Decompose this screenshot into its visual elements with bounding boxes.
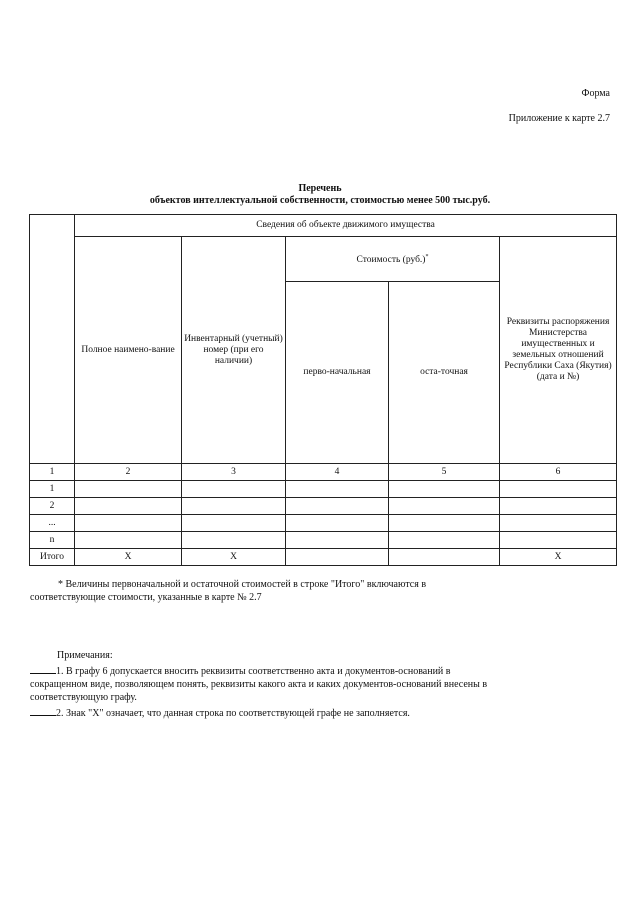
table-cell xyxy=(500,532,617,549)
blank-line xyxy=(30,706,56,716)
table-cell xyxy=(286,481,389,498)
numbering-cell: 2 xyxy=(75,464,182,481)
table-cell xyxy=(389,481,500,498)
note-1-text: 1. В графу 6 допускается вносить реквизиты соответственно акта и документов-оснований в сокращенном виде, позволяющем понять, реквизиты какого акта и каких документов-оснований внесены в соответствующую графу. xyxy=(30,666,488,703)
table-cell: Х xyxy=(500,549,617,566)
column-numbering-row xyxy=(30,464,617,481)
table-cell: ... xyxy=(30,515,75,532)
table-row xyxy=(30,481,617,498)
table-cell xyxy=(75,515,182,532)
table-cell xyxy=(389,532,500,549)
footnote-line-1: * Величины первоначальной и остаточной стоимостей в строке "Итого" включаются в xyxy=(58,579,427,590)
table-cell xyxy=(182,515,286,532)
table-cell xyxy=(389,515,500,532)
table-cell xyxy=(182,498,286,515)
table-cell xyxy=(286,515,389,532)
table-cell: Итого xyxy=(30,549,75,566)
table-cell xyxy=(75,481,182,498)
table-row xyxy=(30,532,617,549)
table-row xyxy=(30,515,617,532)
table-cell xyxy=(75,498,182,515)
numbering-cell: 3 xyxy=(182,464,286,481)
note-2 xyxy=(30,706,500,720)
table-cell xyxy=(182,532,286,549)
blank-line xyxy=(30,664,56,674)
row-number-header xyxy=(30,215,75,464)
notes-title: Примечания: xyxy=(57,650,113,661)
table-cell xyxy=(389,549,500,566)
numbering-cell: 4 xyxy=(286,464,389,481)
table-cell: Х xyxy=(182,549,286,566)
appendix-label: Приложение к карте 2.7 xyxy=(508,113,610,124)
requisites-header: Реквизиты распоряжения Министерства имущественных и земельных отношений Республики Саха (Якутия) (дата и №) xyxy=(500,237,617,464)
form-label: Форма xyxy=(581,88,610,99)
table-cell: Х xyxy=(75,549,182,566)
residual-cost-header: оста-точная xyxy=(389,282,500,464)
document-title xyxy=(0,183,640,207)
table-cell xyxy=(286,532,389,549)
property-table xyxy=(29,214,617,566)
group-header: Сведения об объекте движимого имущества xyxy=(75,215,617,237)
total-row xyxy=(30,549,617,566)
table-cell xyxy=(75,532,182,549)
note-1 xyxy=(30,664,500,704)
footnote xyxy=(30,578,500,604)
table-row xyxy=(30,498,617,515)
table-cell xyxy=(286,498,389,515)
cost-group-label: Стоимость (руб.) xyxy=(356,255,426,266)
title-line-1: Перечень xyxy=(298,183,342,194)
title-line-2: объектов интеллектуальной собственности, стоимостью менее 500 тыс.руб. xyxy=(149,195,491,206)
table-cell xyxy=(182,481,286,498)
table-cell xyxy=(286,549,389,566)
inventory-number-header: Инвентарный (учетный) номер (при его наличии) xyxy=(182,237,286,464)
numbering-cell: 6 xyxy=(500,464,617,481)
table-cell xyxy=(389,498,500,515)
numbering-cell: 1 xyxy=(30,464,75,481)
table-cell xyxy=(500,481,617,498)
initial-cost-header: перво-начальная xyxy=(286,282,389,464)
footnote-line-2: соответствующие стоимости, указанные в карте № 2.7 xyxy=(30,592,262,603)
table-cell: 2 xyxy=(30,498,75,515)
cost-group-header xyxy=(286,237,500,282)
table-cell: 1 xyxy=(30,481,75,498)
table-cell xyxy=(500,498,617,515)
numbering-cell: 5 xyxy=(389,464,500,481)
table-cell: n xyxy=(30,532,75,549)
full-name-header: Полное наимено-вание xyxy=(75,237,182,464)
cost-footnote-mark: * xyxy=(425,253,429,260)
table-cell xyxy=(500,515,617,532)
note-2-text: 2. Знак "Х" означает, что данная строка по соответствующей графе не заполняется. xyxy=(56,708,410,719)
